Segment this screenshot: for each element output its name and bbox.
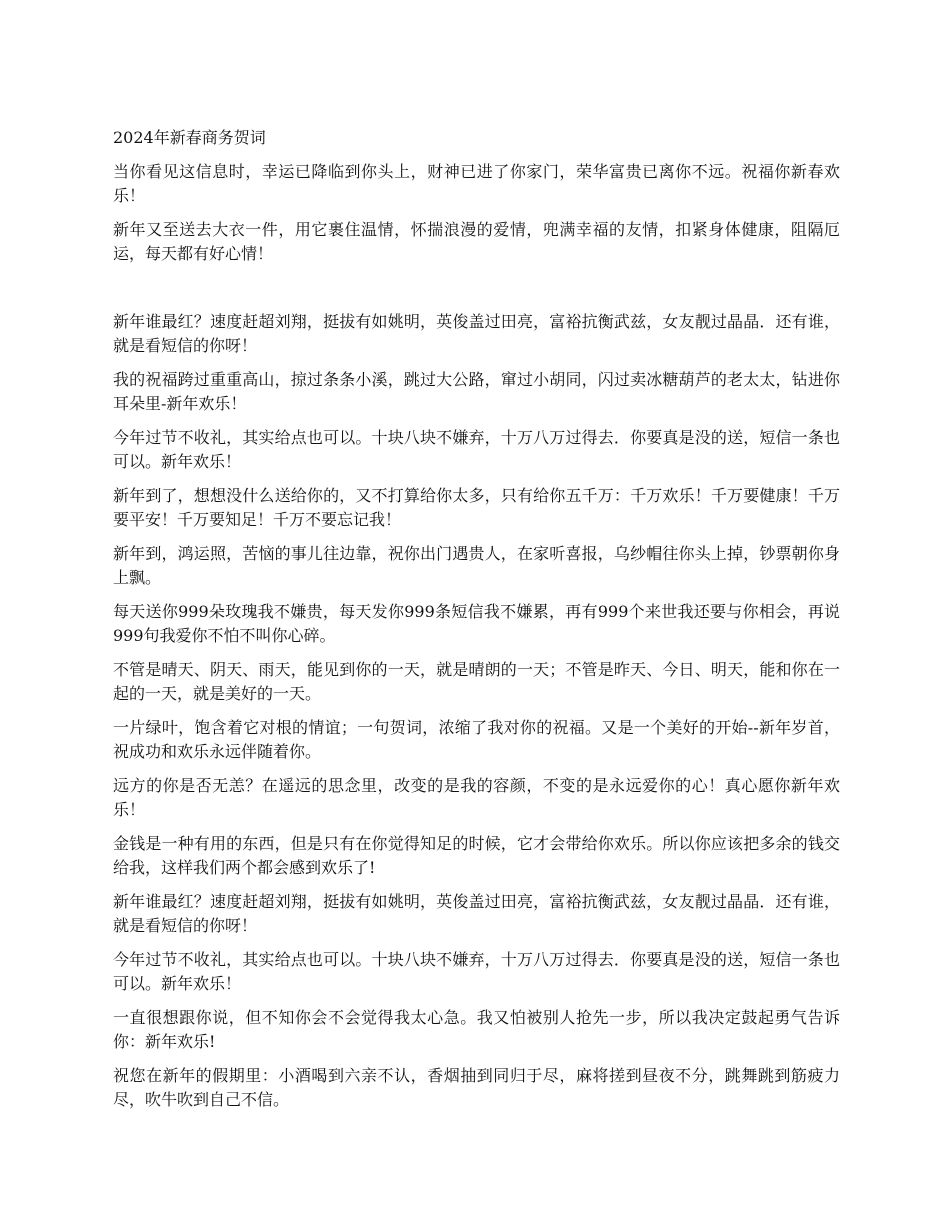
paragraph: 一直很想跟你说，但不知你会不会觉得我太心急。我又怕被别人抢先一步，所以我决定鼓起勇气告诉你：新年欢乐! — [113, 1008, 840, 1051]
paragraph: 新年谁最红？速度赶超刘翔，挺拔有如姚明，英俊盖过田亮，富裕抗衡武兹，女友靓过晶晶．还有谁，就是看短信的你呀！ — [113, 892, 840, 935]
paragraph: 不管是晴天、阴天、雨天，能见到你的一天，就是晴朗的一天；不管是昨天、今日、明天，能和你在一起的一天，就是美好的一天。 — [113, 660, 840, 703]
paragraph: 当你看见这信息时，幸运已降临到你头上，财神已进了你家门，荣华富贵已离你不远。祝福你新春欢乐！ — [113, 162, 840, 205]
paragraph: 新年到，鸿运照，苦恼的事儿往边靠，祝你出门遇贵人，在家听喜报，乌纱帽往你头上掉，钞票朝你身上飘。 — [113, 544, 840, 587]
paragraph: 远方的你是否无恙？在遥远的思念里，改变的是我的容颜，不变的是永远爱你的心！真心愿你新年欢乐！ — [113, 776, 840, 819]
document-page — [113, 126, 840, 1122]
paragraph: 新年到了，想想没什么送给你的，又不打算给你太多，只有给你五千万：千万欢乐！千万要健康！千万要平安！千万要知足！千万不要忘记我！ — [113, 486, 840, 529]
paragraph: 我的祝福跨过重重高山，掠过条条小溪，跳过大公路，窜过小胡同，闪过卖冰糖葫芦的老太太，钻进你耳朵里-新年欢乐！ — [113, 370, 840, 413]
paragraph: 祝您在新年的假期里：小酒喝到六亲不认，香烟抽到同归于尽，麻将搓到昼夜不分，跳舞跳到筋疲力尽，吹牛吹到自己不信。 — [113, 1066, 840, 1109]
paragraph: 今年过节不收礼，其实给点也可以。十块八块不嫌弃，十万八万过得去．你要真是没的送，短信一条也可以。新年欢乐！ — [113, 428, 840, 471]
document-title: 2024年新春商务贺词 — [113, 128, 266, 147]
paragraph: 一片绿叶，饱含着它对根的情谊；一句贺词，浓缩了我对你的祝福。又是一个美好的开始--新年岁首，祝成功和欢乐永远伴随着你。 — [113, 718, 840, 761]
paragraph: 新年谁最红？速度赶超刘翔，挺拔有如姚明，英俊盖过田亮，富裕抗衡武兹，女友靓过晶晶．还有谁，就是看短信的你呀！ — [113, 312, 840, 355]
paragraph: 金钱是一种有用的东西，但是只有在你觉得知足的时候，它才会带给你欢乐。所以你应该把多余的钱交给我，这样我们两个都会感到欢乐了! — [113, 834, 840, 877]
paragraph: 每天送你999朵玫瑰我不嫌贵，每天发你999条短信我不嫌累，再有999个来世我还要与你相会，再说999句我爱你不怕不叫你心碎。 — [113, 602, 840, 645]
paragraph: 今年过节不收礼，其实给点也可以。十块八块不嫌弃，十万八万过得去．你要真是没的送，短信一条也可以。新年欢乐！ — [113, 950, 840, 993]
blank-gap — [113, 276, 840, 310]
paragraph: 新年又至送去大衣一件，用它裹住温情，怀揣浪漫的爱情，兜满幸福的友情，扣紧身体健康，阻隔厄运，每天都有好心情！ — [113, 220, 840, 263]
